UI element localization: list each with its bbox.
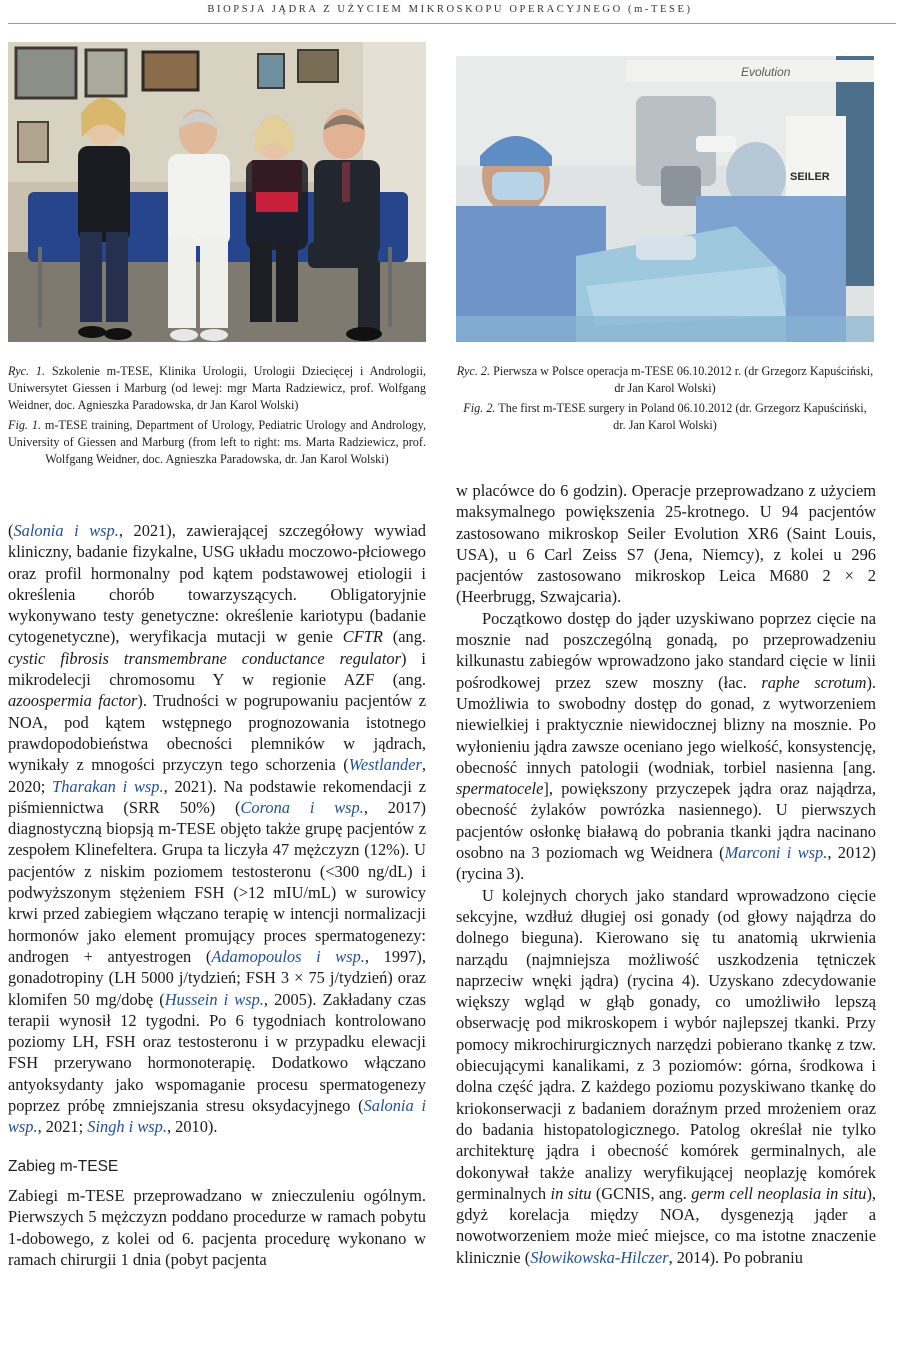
figure-1-caption-pl: [8, 363, 426, 414]
microscope-brand-2: SEILER: [790, 171, 830, 183]
figure-2-photo: [456, 56, 874, 342]
paragraph: [8, 1185, 426, 1270]
figure-2-label-pl: Ryc. 2.: [456, 364, 491, 378]
citation: Słowikowska-Hilczer: [530, 1247, 669, 1267]
italic-term: cystic fibrosis transmembrane conductance regulator: [8, 648, 401, 668]
figure-1-label-pl: Ryc. 1.: [8, 364, 46, 378]
figure-1-caption: [8, 363, 426, 471]
paragraph: [456, 885, 876, 1268]
figure-2-text-pl: Pierwsza w Polsce operacja m-TESE 06.10.2012 r. (dr Grzegorz Kapuściński, dr Jan Karol Wolski): [490, 364, 874, 395]
text-run: , 1997), gonadotropiny (LH 5000 j/tydzień; FSH 3 × 75 j/tydzień) oraz klomifen 50 mg/dobę (: [8, 946, 426, 1009]
text-run: , 2010).: [166, 1117, 218, 1137]
citation: Salonia i wsp.: [13, 521, 119, 540]
citation: Adamopoulos i wsp.: [211, 946, 365, 966]
figure-2-text-en: The first m-TESE surgery in Poland 06.10.2012 (dr. Grzegorz Kapuściński, dr. Jan Karol Wolski): [495, 401, 867, 432]
left-column: [8, 520, 426, 1270]
running-head: BIOPSJA JĄDRA Z UŻYCIEM MIKROSKOPU OPERACYJNEGO (m-TESE): [207, 4, 693, 15]
italic-term: CFTR: [342, 627, 383, 647]
microscope-brand-1: Evolution: [741, 65, 791, 79]
italic-term: germ cell neoplasia in situ: [691, 1183, 867, 1203]
text-run: , 2014). Po pobraniu: [668, 1247, 803, 1267]
text-run: ). Trudności w pogrupowaniu pacjentów z NOA, pod kątem wstępnego prognozowania istotnego prawdopodobieństwa obecności plemników w jądrach, wynikały z mnogości przyczyn tego schorzenia (: [8, 691, 426, 775]
figure-2-caption-en: [456, 400, 874, 434]
text-run: w placówce do 6 godzin). Operacje przeprowadzano z użyciem maksymalnego powiększenia 25-krotnego. U 94 pacjentów zastosowano mikroskop Seiler Evolution XR6 (Saint Louis, USA), u 6 Carl Zeiss S7 (Jena, Niemcy), z kolei u 296 pacjentów zastosowano mikroskop Leica M680 2 × 2 (Heerbrugg, Szwajcaria).: [456, 481, 876, 607]
figure-1-caption-en: [8, 417, 426, 468]
right-column: [456, 480, 876, 1268]
figure-1-text-pl: Szkolenie m-TESE, Klinika Urologii, Urologii Dziecięcej i Andrologii, Uniwersytet Giessen i Marburg (od lewej: mgr Marta Radziewicz, prof. Wolfgang Weidner, doc. Agnieszka Paradowska, dr Jan Karol Wolski): [8, 364, 427, 412]
figure-2-caption-pl: [456, 363, 874, 397]
text-run: (GCNIS, ang.: [591, 1183, 692, 1203]
citation: Marconi i wsp.: [724, 843, 828, 863]
text-run: ) i mikrodelecji chromosomu Y w regionie AZF (ang.: [8, 648, 426, 690]
citation: Salonia i wsp.: [8, 1096, 426, 1137]
text-run: , 2005). Zakładany czas terapii wynosił 12 tygodni. Po 6 tygodniach kontrolowano poziomy LH, FSH oraz testosteronu i w przypadku elewacji FSH przerywano hormonoterapię. Dodatkowo włączano antyoksydanty jako wspomaganie procesu spermatogenezy poprzez próbę zmniejszania stresu oksydacyjnego (: [8, 989, 427, 1116]
paragraph: [456, 480, 876, 608]
text-run: (ang.: [382, 627, 426, 647]
italic-term: spermatocele: [456, 779, 544, 799]
text-run: , 2021), zawierającej szczegółowy wywiad kliniczny, badanie fizykalne, USG układu moczowo-płciowego oraz profil hormonalny pod kątem podstawowej etiologii i określenia chorób towarzyszących. Obligatoryjnie wykonywano testy genetyczne: określenie kariotypu (badanie cytogenetyczne), weryfikacja mutacji w genie: [8, 521, 427, 647]
paragraph: [456, 608, 876, 885]
text-run: , 2017) diagnostyczną biopsją m-TESE objęto także grupę pacjentów z zespołem Klinefeltera. Grupa ta liczyła 47 mężczyzn (12%). U pacjentów z niskim poziomem testosteronu (<300 ng/dL) i podwyższonym stężeniem FSH (>12 mIU/mL) w surowicy krwi przed zabiegiem włączano terapię w intencji normalizacji hormonów jako element promujący proces spermatogenezy: androgen + antyestrogen (: [8, 797, 426, 966]
italic-term: azoospermia factor: [8, 691, 138, 711]
section-heading: Zabieg m-TESE: [8, 1157, 119, 1175]
text-run: U kolejnych chorych jako standard wprowadzono cięcie sekcyjne, wzdłuż długiej osi gonady (od głowy najądrza do dolnego bieguna). Kierowano się tu anatomią ukrwienia narządu (najmniejsza możliwość uszkodzenia tętniczek naprzeciw wnęki jądra) (rycina 4). Uzyskano zdecydowanie większy wgląd w głąb gonady, co umożliwiło lepszą obserwację pod mikroskopem i wybór najlepszej tkanki. Przy pomocy mikrochirurgicznych narzędzi pobierano tkankę z tzw. obiecującymi kanalikami, z 3 poziomów: górna, środkowa i dolna część jądra. Z każdego poziomu pozyskiwano tkankę do kriokonserwacji z badaniem doraźnym przed mrożeniem oraz do badania histopatologicznego. Patolog określał nie tylko architekturę jądra i obecność komórek germinalnych, ale dokonywał także analizy weryfikującej neoplazję komórek germinalnych: [456, 885, 876, 1203]
citation: Singh i wsp.: [87, 1117, 167, 1137]
figure-2-caption: [456, 363, 874, 437]
figure-2-label-en: Fig. 2.: [463, 401, 496, 415]
text-run: ], powiększony przyczepek jądra oraz najądrza, obecność żylaków powrózka nasiennego). U pierwszych pacjentów osłonkę białawą do pobrania tkanki jądra nacinano osobno na 3 poziomach wg Weidnera (: [456, 779, 876, 863]
text-run: Początkowo dostęp do jąder uzyskiwano poprzez cięcie na mosznie nad poszczególną gonadą, po przeprowadzeniu kilkunastu zabiegów wprowadzono jako standard cięcie w linii pośrodkowej przez szew moszny (łac.: [456, 608, 876, 692]
text-run: (: [8, 521, 14, 540]
text-run: ). Umożliwia to swobodny dostęp do gonad, z wytworzeniem niewielkiej i praktycznie niewidocznej blizny na mosznie. Po wyłonieniu jądra zawsze oceniano jego wielkość, konsystencję, obecność innych patologii (wodniak, torbiel nasienna [ang.: [456, 672, 876, 777]
text-run: , 2020;: [8, 755, 426, 796]
citation: Tharakan i wsp.: [52, 776, 164, 796]
text-run: ), gdyż korelacja między NOA, dysgenezją jąder a nowotworzeniem może mieć miejsce, co ma istotne znaczenie klinicznie (: [456, 1183, 877, 1267]
citation: Hussein i wsp.: [164, 989, 264, 1009]
text-run: , 2021). Na podstawie rekomendacji z piśmiennictwa (SRR 50%) (: [8, 776, 427, 817]
paragraph: [8, 520, 426, 1138]
citation: Westlander: [348, 755, 422, 775]
text-run: , 2012) (rycina 3).: [456, 843, 876, 884]
figure-1-text-en: m-TESE training, Department of Urology, Pediatric Urology and Andrology, University of Giessen and Marburg (from left to right: ms. Marta Radziewicz, prof. Wolfgang Weidner, doc. Agnieszka Paradowska, dr. Jan Karol Wolski): [8, 418, 426, 466]
italic-term: raphe scrotum: [761, 672, 867, 692]
figure-1-label-en: Fig. 1.: [8, 418, 41, 432]
text-run: , 2021;: [37, 1117, 88, 1137]
figure-1-photo: [8, 42, 426, 342]
italic-term: in situ: [550, 1183, 592, 1203]
citation: Corona i wsp.: [240, 797, 364, 817]
text-run: Zabiegi m-TESE przeprowadzano w znieczuleniu ogólnym. Pierwszych 5 mężczyzn poddano procedurze w ramach pobytu 1-dobowego, z kolei od 6. pacjenta procedurę wykonano w ramach chirurgii 1 dnia (pobyt pacjenta: [8, 1185, 426, 1269]
header-rule: [8, 23, 896, 24]
